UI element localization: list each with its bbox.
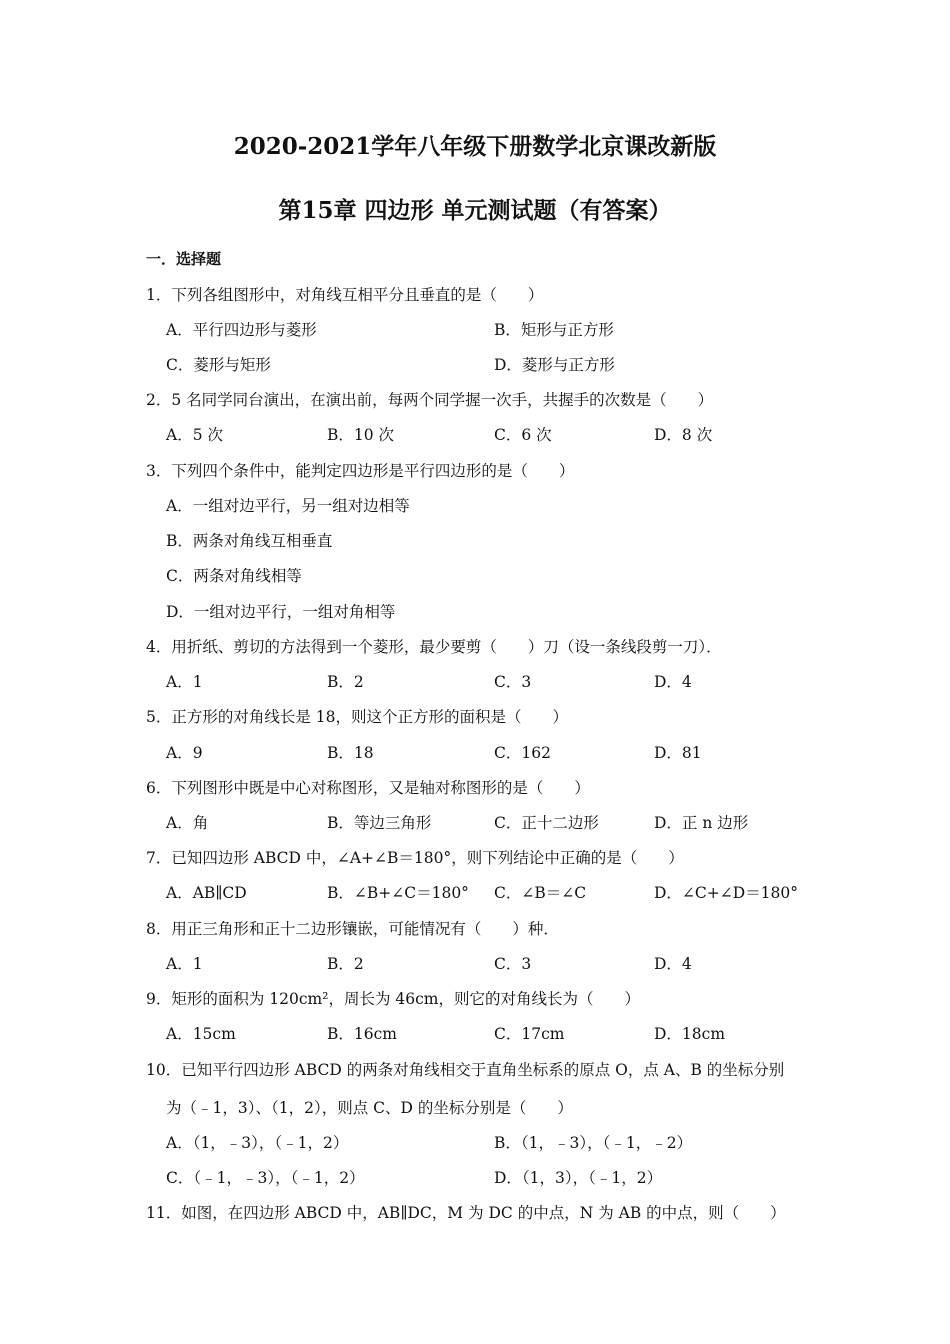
- question-7-option-c: C．∠B＝∠C: [494, 884, 587, 902]
- question-3-option-b: B．两条对角线互相垂直: [166, 532, 333, 550]
- question-3-option-d: D．一组对边平行，一组对角相等: [166, 603, 396, 621]
- question-1-stem: 1．下列各组图形中，对角线互相平分且垂直的是（ ）: [146, 286, 544, 304]
- document-title-line1: 2020-2021学年八年级下册数学北京课改新版: [233, 133, 717, 160]
- question-3-option-a: A．一组对边平行，另一组对边相等: [166, 497, 410, 515]
- section-title: 一．选择题: [146, 250, 222, 268]
- question-6-option-c: C．正十二边形: [494, 814, 599, 832]
- question-2-stem: 2．5 名同学同台演出，在演出前，每两个同学握一次手，共握手的次数是（ ）: [146, 391, 714, 409]
- question-7-stem: 7．已知四边形 ABCD 中，∠A+∠B＝180°，则下列结论中正确的是（ ）: [146, 849, 684, 867]
- question-9-option-c: C．17cm: [494, 1025, 565, 1043]
- question-6-option-a: A．角: [166, 814, 209, 832]
- question-8-option-b: B．2: [327, 955, 364, 973]
- question-9-option-b: B．16cm: [327, 1025, 397, 1043]
- question-5-option-c: C．162: [494, 744, 551, 762]
- question-7-option-d: D．∠C+∠D＝180°: [654, 884, 799, 902]
- question-3-stem: 3．下列四个条件中，能判定四边形是平行四边形的是（ ）: [146, 462, 575, 480]
- question-8-stem: 8．用正三角形和正十二边形镶嵌，可能情况有（ ）种．: [146, 920, 559, 938]
- question-10-option-c: C．（﹣1，﹣3），（﹣1，2）: [166, 1169, 365, 1187]
- question-1-option-a: A．平行四边形与菱形: [166, 321, 317, 339]
- question-6-stem: 6．下列图形中既是中心对称图形，又是轴对称图形的是（ ）: [146, 779, 590, 797]
- question-7-option-b: B．∠B+∠C＝180°: [327, 884, 469, 902]
- question-8-option-c: C．3: [494, 955, 532, 973]
- question-2-option-b: B．10 次: [327, 426, 395, 444]
- document-title-line2: 第15章 四边形 单元测试题（有答案）: [278, 197, 672, 224]
- question-5-stem: 5．正方形的对角线长是 18，则这个正方形的面积是（ ）: [146, 708, 569, 726]
- question-2-option-d: D．8 次: [654, 426, 713, 444]
- question-5-option-d: D．81: [654, 744, 702, 762]
- question-7-option-a: A．AB∥CD: [166, 884, 247, 902]
- question-10-option-d: D．（1，3），（﹣1，2）: [494, 1169, 663, 1187]
- question-4-option-c: C．3: [494, 673, 532, 691]
- question-4-option-d: D．4: [654, 673, 692, 691]
- question-5-option-a: A．9: [166, 744, 203, 762]
- question-9-option-d: D．18cm: [654, 1025, 726, 1043]
- question-6-option-b: B．等边三角形: [327, 814, 432, 832]
- question-10-stem-continued: 为（﹣1，3）、（1，2），则点 C、D 的坐标分别是（ ）: [166, 1099, 573, 1117]
- question-4-option-a: A．1: [166, 673, 203, 691]
- question-1-option-b: B．矩形与正方形: [494, 321, 614, 339]
- question-10-option-a: A．（1，﹣3），（﹣1，2）: [166, 1134, 349, 1152]
- question-10-stem: 10．已知平行四边形 ABCD 的两条对角线相交于直角坐标系的原点 O，点 A、B 的坐标分别: [146, 1061, 785, 1079]
- question-10-option-b: B．（1，﹣3），（﹣1，﹣2）: [494, 1134, 693, 1152]
- question-2-option-c: C．6 次: [494, 426, 552, 444]
- question-9-option-a: A．15cm: [166, 1025, 236, 1043]
- question-4-stem: 4．用折纸、剪切的方法得到一个菱形，最少要剪（ ）刀（设一条线段剪一刀）．: [146, 638, 722, 656]
- question-4-option-b: B．2: [327, 673, 364, 691]
- question-1-option-c: C．菱形与矩形: [166, 356, 271, 374]
- question-1-option-d: D．菱形与正方形: [494, 356, 615, 374]
- question-8-option-a: A．1: [166, 955, 203, 973]
- question-5-option-b: B．18: [327, 744, 374, 762]
- question-9-stem: 9．矩形的面积为 120cm²，周长为 46cm，则它的对角线长为（ ）: [146, 990, 640, 1008]
- question-11-stem: 11．如图，在四边形 ABCD 中，AB∥DC，M 为 DC 的中点，N 为 AB 的中点，则（ ）: [146, 1204, 786, 1222]
- question-6-option-d: D．正 n 边形: [654, 814, 749, 832]
- question-3-option-c: C．两条对角线相等: [166, 567, 302, 585]
- question-8-option-d: D．4: [654, 955, 692, 973]
- question-2-option-a: A．5 次: [166, 426, 223, 444]
